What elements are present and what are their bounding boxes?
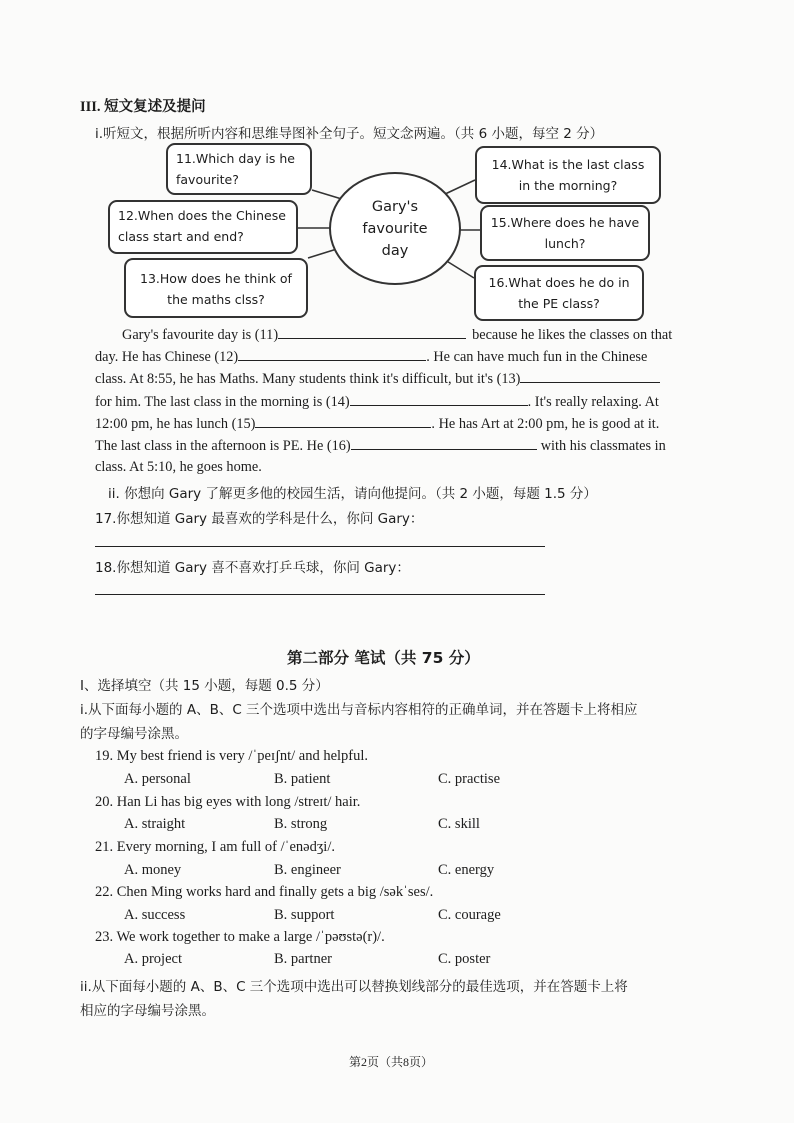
question-stem: 20. Han Li has big eyes with long /streɪt/ hair. [95, 794, 361, 810]
option-a[interactable]: A. money [124, 862, 182, 878]
option-b[interactable]: B. partner [274, 951, 332, 967]
para-text: day. He has Chinese (12) [95, 349, 239, 365]
blank-13[interactable] [520, 370, 660, 383]
question-stem: 19. My best friend is very /ˈpeɪʃnt/ and helpful. [95, 748, 369, 764]
instruction-i: i.听短文，根据所听内容和思维导图补全句子。短文念两遍。（共 6 小题，每空 2 分） [95, 126, 604, 142]
mindmap-q13: 13.How does he think of the maths clss? [124, 258, 308, 318]
mindmap-center: Gary's favourite day [329, 172, 461, 285]
instruction-part2-i: i.从下面每小题的 A、B、C 三个选项中选出与音标内容相符的正确单词，并在答题卡上将相应 [80, 702, 638, 718]
para-text: for him. The last class in the morning is (14) [95, 394, 350, 410]
option-c[interactable]: C. energy [438, 862, 495, 878]
instruction-part2-ii: ii.从下面每小题的 A、B、C 三个选项中选出可以替换划线部分的最佳选项，并在答题卡上将 [80, 979, 628, 995]
option-b[interactable]: B. patient [274, 771, 331, 787]
blank-11[interactable] [278, 326, 466, 339]
instruction-part2-ii-cont: 相应的字母编号涂黑。 [80, 1003, 215, 1019]
para-text: Gary's favourite day is (11) [122, 327, 279, 343]
blank-14[interactable] [350, 393, 528, 406]
mindmap-q16: 16.What does he do in the PE class? [474, 265, 644, 321]
paragraph-line [95, 326, 707, 344]
page-footer: 第2页（共8页） [349, 1055, 434, 1069]
para-text: The last class in the afternoon is PE. He (16) [95, 438, 351, 454]
section-title: III. 短文复述及提问 [80, 99, 206, 115]
para-text: . He can have much fun in the Chinese [426, 349, 648, 365]
option-c[interactable]: C. poster [438, 951, 491, 967]
option-b[interactable]: B. support [274, 907, 335, 923]
paragraph-line [95, 415, 707, 433]
paragraph-line [95, 370, 707, 388]
paragraph-line [95, 393, 707, 411]
question-stem: 23. We work together to make a large /ˈpəʊstə(r)/. [95, 929, 385, 945]
para-text: with his classmates in [540, 438, 666, 454]
mindmap-q12: 12.When does the Chinese class start and end? [108, 200, 298, 254]
option-a[interactable]: A. straight [124, 816, 186, 832]
mindmap-q14: 14.What is the last class in the morning? [475, 146, 661, 204]
para-text: class. At 5:10, he goes home. [95, 459, 262, 475]
option-a[interactable]: A. project [124, 951, 182, 967]
blank-16[interactable] [351, 437, 537, 450]
question-stem: 22. Chen Ming works hard and finally gets a big /səkˈses/. [95, 884, 434, 900]
para-text: 12:00 pm, he has lunch (15) [95, 416, 256, 432]
paragraph-line [95, 437, 707, 455]
instruction-ii: ii. 你想向 Gary 了解更多他的校园生活，请向他提问。（共 2 小题，每题 1.5 分） [108, 486, 597, 502]
option-c[interactable]: C. courage [438, 907, 501, 923]
option-c[interactable]: C. practise [438, 771, 501, 787]
para-text: because he likes the classes on that [472, 327, 673, 343]
question-18: 18.你想知道 Gary 喜不喜欢打乒乓球，你问 Gary： [95, 560, 410, 576]
paragraph-line [95, 348, 707, 366]
mindmap-q11: 11.Which day is he favourite? [166, 143, 312, 195]
question-17: 17.你想知道 Gary 最喜欢的学科是什么，你问 Gary： [95, 511, 424, 527]
question-stem: 21. Every morning, I am full of /ˈenədʒi/. [95, 839, 335, 855]
option-c[interactable]: C. skill [438, 816, 480, 832]
part2-title: 第二部分 笔试（共 75 分） [287, 649, 480, 667]
answer-line-18[interactable] [95, 594, 545, 595]
option-b[interactable]: B. strong [274, 816, 328, 832]
mindmap-q15: 15.Where does he have lunch? [480, 205, 650, 261]
instruction-part2-i-cont: 的字母编号涂黑。 [80, 726, 188, 742]
section1-title: I、选择填空（共 15 小题，每题 0.5 分） [80, 678, 329, 694]
blank-12[interactable] [238, 348, 426, 361]
paragraph-line [95, 459, 707, 476]
blank-15[interactable] [255, 415, 431, 428]
para-text: . He has Art at 2:00 pm, he is good at it. [431, 416, 660, 432]
option-a[interactable]: A. personal [124, 771, 191, 787]
option-a[interactable]: A. success [124, 907, 186, 923]
option-b[interactable]: B. engineer [274, 862, 341, 878]
para-text: . It's really relaxing. At [527, 394, 659, 410]
para-text: class. At 8:55, he has Maths. Many students think it's difficult, but it's (13) [95, 371, 521, 387]
answer-line-17[interactable] [95, 546, 545, 547]
